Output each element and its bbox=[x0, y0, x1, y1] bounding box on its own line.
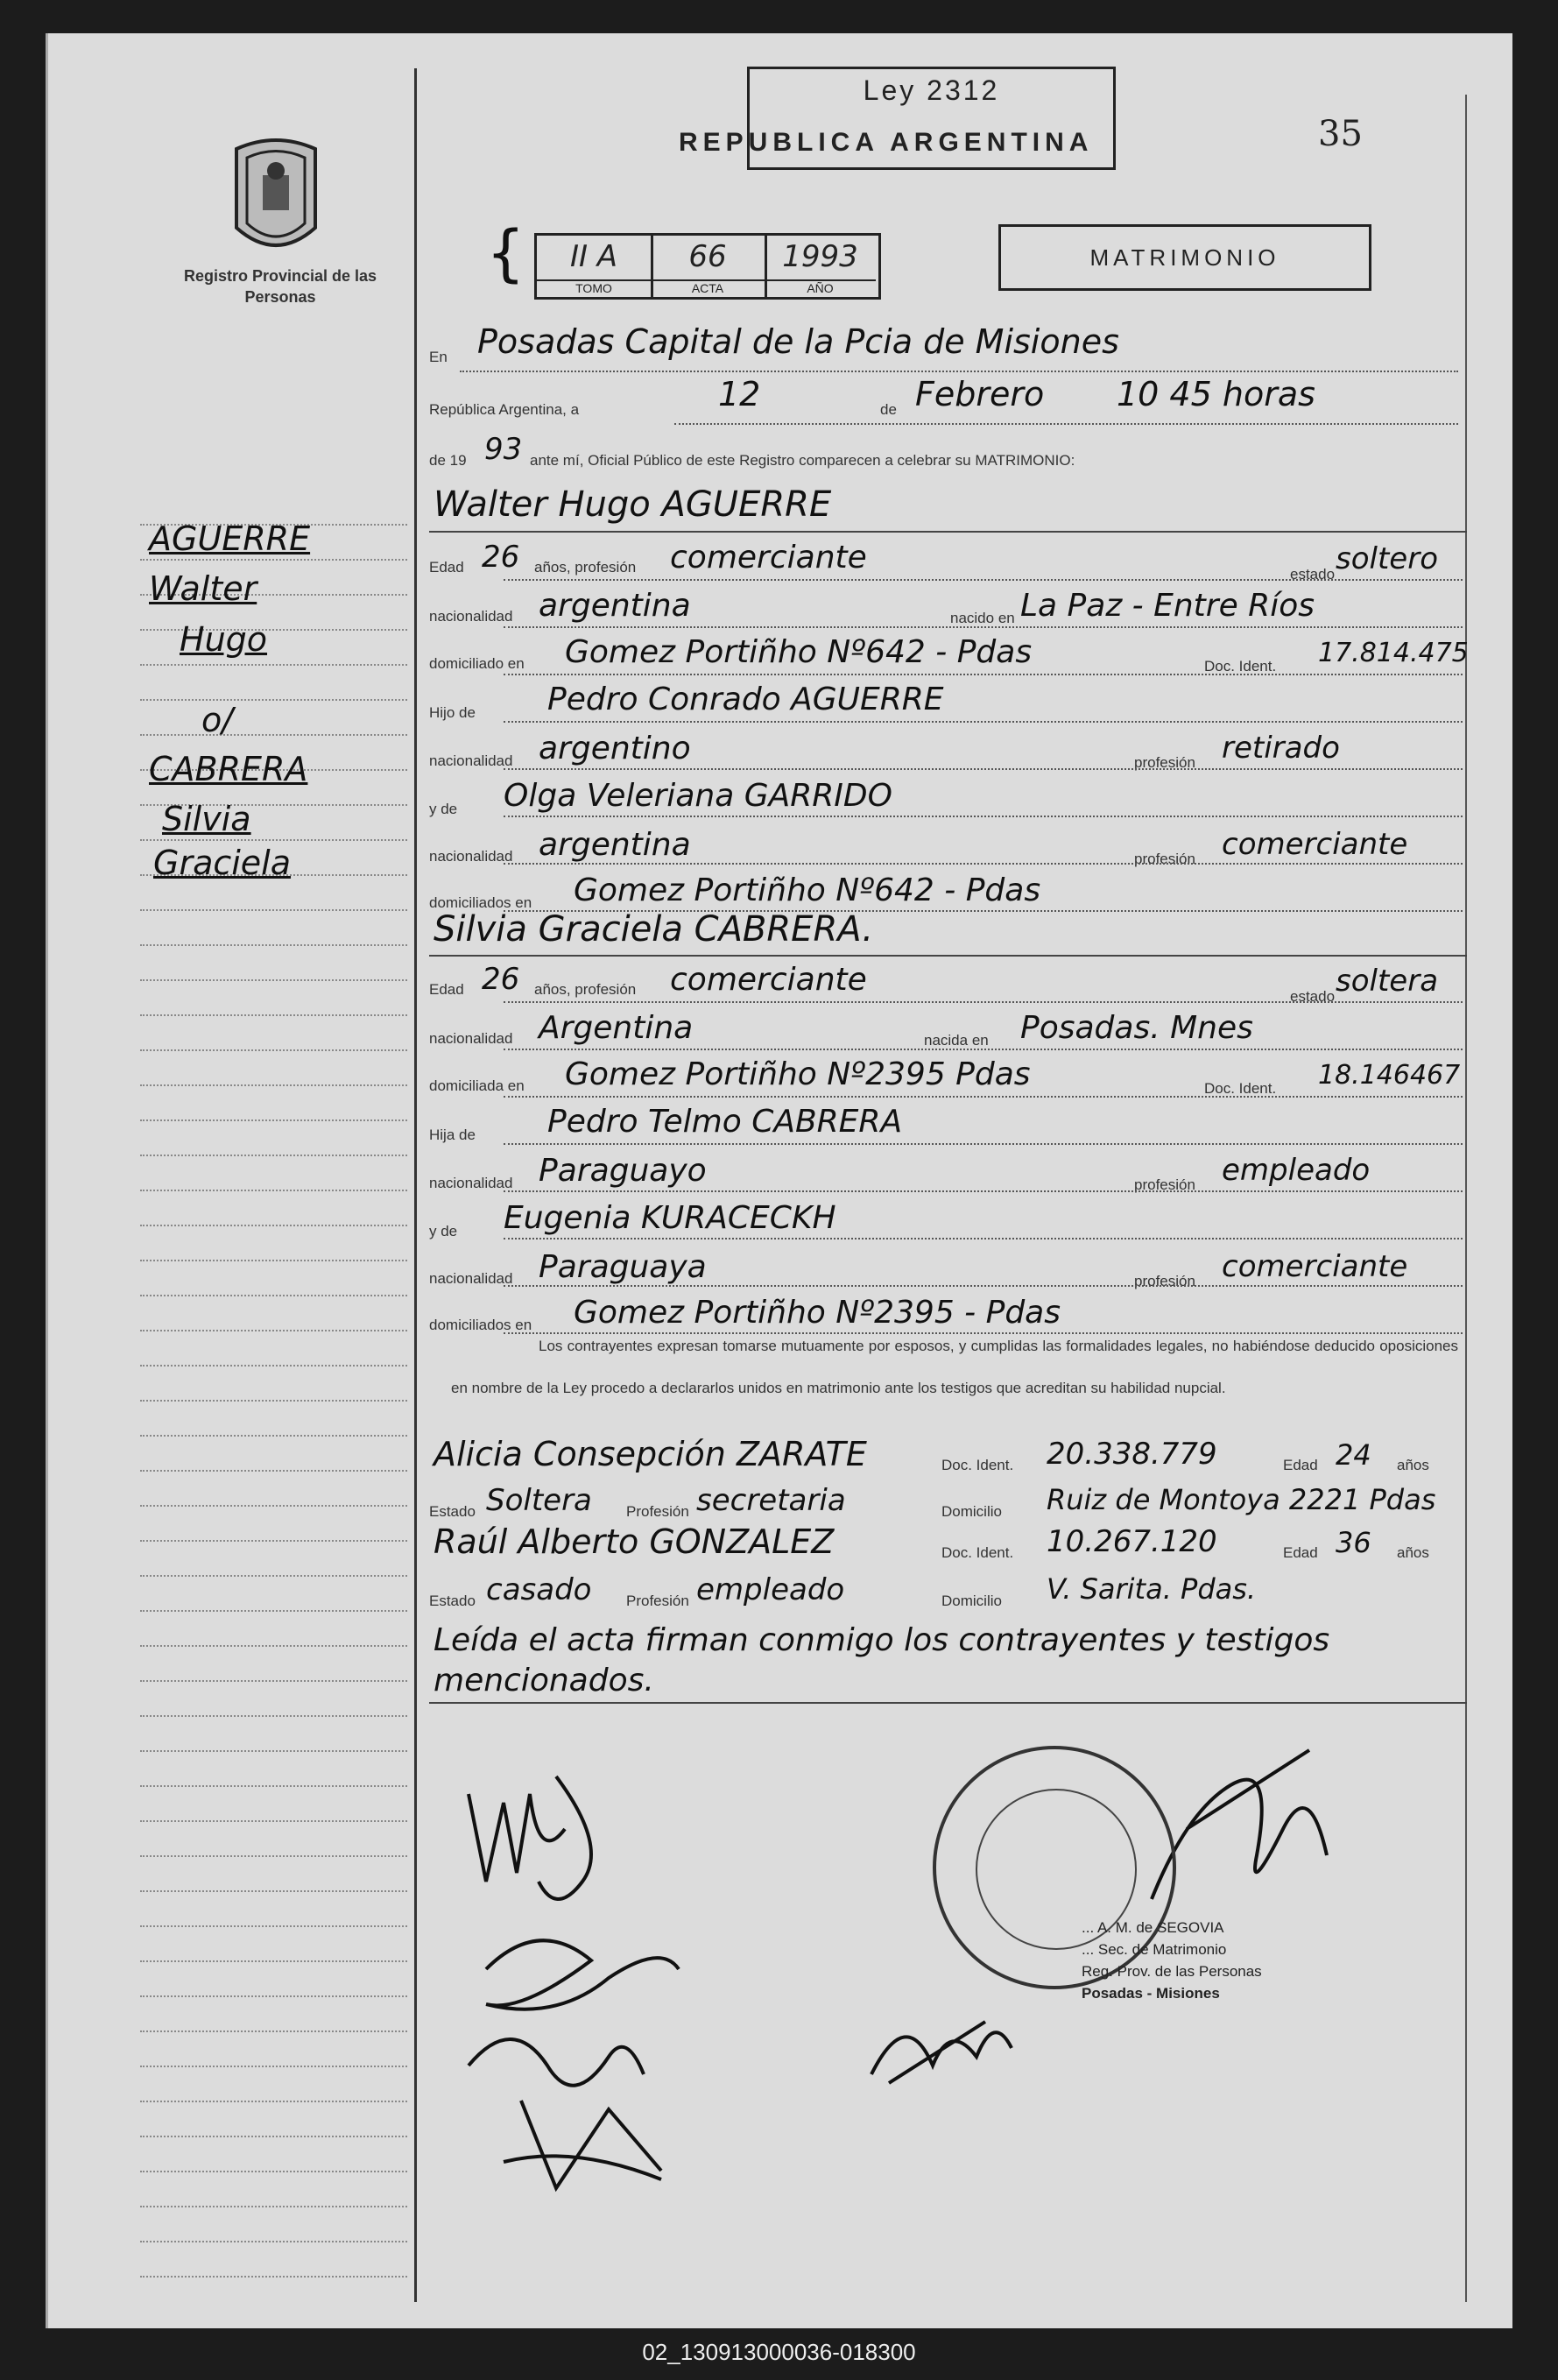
margin-rule bbox=[140, 1014, 407, 1016]
margin-rule bbox=[140, 1505, 407, 1507]
footer-id: 02_130913000036-018300 bbox=[642, 2339, 916, 2365]
margin-rule bbox=[140, 1995, 407, 1997]
bride-birthplace: Posadas. Mnes bbox=[1020, 1010, 1253, 1046]
margin-rule bbox=[140, 664, 407, 666]
groom-parents-address: Gomez Portiñho Nº642 - Pdas bbox=[574, 872, 1041, 908]
bride-name: Silvia Graciela CABRERA. bbox=[434, 909, 874, 950]
rule bbox=[429, 531, 1467, 533]
margin-rule bbox=[140, 944, 407, 946]
tomo-cell bbox=[537, 236, 653, 297]
witness2-prof-label: Profesión bbox=[626, 1593, 689, 1609]
margin-rule bbox=[140, 1084, 407, 1086]
groom-nationality: argentina bbox=[539, 588, 691, 624]
margin-rule bbox=[140, 1680, 407, 1682]
margin-rule bbox=[140, 1925, 407, 1927]
ano-label: AÑO bbox=[765, 279, 876, 295]
groom-anos-prof-label: años, profesión bbox=[534, 559, 637, 576]
bride-mother-prof-label: profesión bbox=[1134, 1273, 1195, 1289]
margin-rule bbox=[140, 2136, 407, 2137]
margin-name-line: Hugo bbox=[180, 620, 268, 659]
rule bbox=[674, 423, 1458, 425]
rule bbox=[504, 1096, 1463, 1098]
statement-text: ante mí, Oficial Público de este Registro comparecen a celebrar su MATRIMONIO: bbox=[530, 452, 1075, 469]
groom-address: Gomez Portiñho Nº642 - Pdas bbox=[565, 634, 1033, 670]
groom-birthplace: La Paz - Entre Ríos bbox=[1020, 588, 1315, 624]
stamp-line: Posadas - Misiones bbox=[1082, 1985, 1220, 2002]
groom-mother-prof-label: profesión bbox=[1134, 851, 1195, 867]
margin-rule bbox=[140, 1575, 407, 1577]
tomo-value: II A bbox=[569, 239, 618, 274]
groom-edad-label: Edad bbox=[429, 559, 464, 576]
witness2-name: Raúl Alberto GONZALEZ bbox=[434, 1522, 835, 1561]
groom-name: Walter Hugo AGUERRE bbox=[434, 484, 832, 525]
margin-rule bbox=[140, 1785, 407, 1787]
bride-mother-profession: comerciante bbox=[1222, 1249, 1408, 1284]
rule bbox=[504, 768, 1463, 770]
groom-father-nat-label: nacionalidad bbox=[429, 752, 513, 769]
margin-column bbox=[48, 33, 412, 2328]
bride-nationality: Argentina bbox=[539, 1010, 694, 1046]
margin-rule bbox=[140, 1960, 407, 1962]
acta-cell bbox=[651, 236, 767, 297]
witness1-profession: secretaria bbox=[696, 1483, 846, 1518]
bride-age: 26 bbox=[482, 962, 520, 997]
day-value: 12 bbox=[718, 375, 761, 413]
witness1-estado: Soltera bbox=[486, 1483, 592, 1518]
groom-born-label: nacido en bbox=[950, 610, 1015, 626]
registry-label: Registro Provincial de las Personas bbox=[183, 267, 377, 306]
margin-name-line: Silvia bbox=[162, 800, 251, 838]
ley-stamp-text: Ley 2312 bbox=[863, 74, 1000, 106]
bride-profession: comerciante bbox=[670, 962, 867, 998]
witness1-estado-label: Estado bbox=[429, 1503, 476, 1520]
groom-father-profession: retirado bbox=[1222, 731, 1340, 766]
margin-rule bbox=[140, 1435, 407, 1437]
margin-rule bbox=[140, 1365, 407, 1367]
margin-name-line: Graciela bbox=[153, 844, 292, 882]
year-value: 93 bbox=[484, 432, 523, 467]
margin-rule bbox=[140, 2276, 407, 2278]
bride-doms-label: domiciliados en bbox=[429, 1317, 532, 1333]
bride-father-nationality: Paraguayo bbox=[539, 1153, 707, 1189]
groom-doms-label: domiciliados en bbox=[429, 894, 532, 911]
groom-prof-label: profesión bbox=[1134, 754, 1195, 771]
rule bbox=[504, 1143, 1463, 1145]
margin-rule bbox=[140, 1295, 407, 1296]
bride-father-profession: empleado bbox=[1222, 1153, 1371, 1188]
groom-nac-label: nacionalidad bbox=[429, 608, 513, 625]
page-edge-line bbox=[1465, 95, 1467, 2302]
month-value: Febrero bbox=[915, 375, 1045, 413]
witness1-dom-label: Domicilio bbox=[941, 1503, 1002, 1520]
ano-value: 1993 bbox=[782, 239, 858, 274]
bride-signature bbox=[434, 1960, 731, 2206]
bride-nac-label: nacionalidad bbox=[429, 1030, 513, 1047]
margin-rule bbox=[140, 1750, 407, 1752]
margin-name-line: AGUERRE bbox=[149, 519, 311, 558]
en-label: En bbox=[429, 349, 448, 365]
groom-estado-label: estado bbox=[1290, 566, 1336, 583]
act-type-box: MATRIMONIO bbox=[998, 224, 1371, 291]
rule bbox=[504, 1285, 1463, 1287]
margin-rule bbox=[140, 559, 407, 561]
witness1-prof-label: Profesión bbox=[626, 1503, 689, 1520]
witness1-name: Alicia Consepción ZARATE bbox=[434, 1435, 867, 1473]
closing-text: Leída el acta firman conmigo los contrayentes y testigos mencionados. bbox=[434, 1622, 1330, 1698]
de-label: de bbox=[880, 401, 897, 418]
witness2-doc-label: Doc. Ident. bbox=[941, 1544, 1014, 1561]
place-value: Posadas Capital de la Pcia de Misiones bbox=[477, 322, 1119, 361]
margin-rule bbox=[140, 1540, 407, 1542]
witness1-anos-label: años bbox=[1397, 1457, 1429, 1473]
margin-rule bbox=[140, 1820, 407, 1822]
bride-child-label: Hija de bbox=[429, 1126, 476, 1143]
witness2-age: 36 bbox=[1336, 1526, 1371, 1559]
bride-estado-label: estado bbox=[1290, 988, 1336, 1005]
official-stamp-text bbox=[1082, 1917, 1262, 2004]
groom-mother-nat-label: nacionalidad bbox=[429, 848, 513, 865]
rule bbox=[504, 863, 1463, 865]
groom-age: 26 bbox=[482, 540, 520, 575]
margin-rule bbox=[140, 1610, 407, 1612]
bride-mother: Eugenia KURACECKH bbox=[504, 1200, 836, 1236]
bracket-mark: { bbox=[486, 217, 525, 289]
bride-born-label: nacida en bbox=[924, 1032, 989, 1049]
bride-edad-label: Edad bbox=[429, 981, 464, 998]
bride-mother-nationality: Paraguaya bbox=[539, 1249, 707, 1285]
column-divider bbox=[414, 68, 417, 2302]
witness1-doc-label: Doc. Ident. bbox=[941, 1457, 1014, 1473]
bride-civil-state: soltera bbox=[1336, 964, 1439, 999]
bride-father: Pedro Telmo CABRERA bbox=[547, 1104, 903, 1140]
provincial-seal-icon bbox=[228, 131, 324, 263]
stamp-line: ... A. M. de SEGOVIA bbox=[1082, 1919, 1224, 1936]
acta-value: 66 bbox=[688, 239, 727, 274]
rule bbox=[504, 910, 1463, 912]
witness2-anos-label: años bbox=[1397, 1544, 1429, 1561]
witness2-age-label: Edad bbox=[1283, 1544, 1318, 1561]
bride-parents-address: Gomez Portiñho Nº2395 - Pdas bbox=[574, 1295, 1061, 1331]
margin-rule bbox=[140, 1119, 407, 1121]
witness2-dom-label: Domicilio bbox=[941, 1593, 1002, 1609]
stamp-line: ... Sec. de Matrimonio bbox=[1082, 1941, 1227, 1958]
register-page bbox=[46, 33, 1512, 2328]
margin-rule bbox=[140, 1715, 407, 1717]
margin-rule bbox=[140, 1155, 407, 1156]
rule bbox=[504, 1001, 1463, 1003]
groom-child-label: Hijo de bbox=[429, 704, 476, 721]
republica-label: República Argentina, a bbox=[429, 401, 580, 418]
groom-civil-state: soltero bbox=[1336, 541, 1438, 576]
margin-name-line: o/ bbox=[201, 701, 234, 739]
page-title: REPUBLICA ARGENTINA bbox=[679, 128, 1094, 157]
margin-rule bbox=[140, 1049, 407, 1051]
witness-signature bbox=[854, 1987, 1029, 2101]
stamp-line: Reg. Prov. de las Personas bbox=[1082, 1963, 1262, 1980]
groom-yde-label: y de bbox=[429, 801, 458, 817]
rule bbox=[460, 371, 1458, 372]
ano-cell bbox=[765, 236, 876, 297]
witness1-doc: 20.338.779 bbox=[1047, 1437, 1217, 1472]
witness2-estado-label: Estado bbox=[429, 1593, 476, 1609]
margin-rule bbox=[140, 2241, 407, 2242]
margin-rule bbox=[140, 1400, 407, 1402]
year-prefix: de 19 bbox=[429, 452, 467, 469]
bride-doc: 18.146467 bbox=[1318, 1060, 1461, 1091]
margin-rule bbox=[140, 1190, 407, 1191]
margin-rule bbox=[140, 909, 407, 911]
witness2-profession: empleado bbox=[696, 1572, 845, 1607]
bride-doc-label: Doc. Ident. bbox=[1204, 1080, 1277, 1097]
rule bbox=[429, 1702, 1467, 1704]
rule bbox=[504, 1332, 1463, 1334]
margin-rule bbox=[140, 2066, 407, 2067]
tomo-acta-table bbox=[534, 233, 881, 300]
margin-rule bbox=[140, 839, 407, 841]
rule bbox=[504, 1238, 1463, 1239]
groom-doc: 17.814.475 bbox=[1318, 638, 1469, 668]
margin-rule bbox=[140, 1855, 407, 1857]
margin-rule bbox=[140, 2171, 407, 2172]
margin-rule bbox=[140, 2030, 407, 2032]
groom-doc-label: Doc. Ident. bbox=[1204, 658, 1277, 674]
bride-dom-label: domiciliada en bbox=[429, 1077, 525, 1094]
witness1-age: 24 bbox=[1336, 1438, 1371, 1472]
witness1-address: Ruiz de Montoya 2221 Pdas bbox=[1047, 1483, 1436, 1516]
bride-father-nat-label: nacionalidad bbox=[429, 1175, 513, 1191]
witness2-doc: 10.267.120 bbox=[1047, 1524, 1217, 1559]
groom-mother-nationality: argentina bbox=[539, 827, 691, 863]
rule bbox=[504, 579, 1463, 581]
time-value: 10 45 horas bbox=[1117, 375, 1315, 413]
margin-name-line: CABRERA bbox=[149, 750, 308, 788]
witness2-address: V. Sarita. Pdas. bbox=[1047, 1572, 1257, 1606]
rule bbox=[504, 1049, 1463, 1050]
groom-father: Pedro Conrado AGUERRE bbox=[547, 682, 944, 717]
margin-name-line: Walter bbox=[149, 569, 257, 608]
margin-rule bbox=[140, 2206, 407, 2207]
acta-label: ACTA bbox=[651, 279, 765, 295]
page-number: 35 bbox=[1318, 114, 1363, 154]
margin-rule bbox=[140, 1225, 407, 1226]
witness2-estado: casado bbox=[486, 1572, 592, 1607]
margin-rule bbox=[140, 1330, 407, 1331]
margin-rule bbox=[140, 1260, 407, 1261]
rule bbox=[429, 955, 1467, 957]
rule bbox=[504, 816, 1463, 817]
groom-mother: Olga Veleriana GARRIDO bbox=[504, 778, 892, 814]
rule bbox=[504, 674, 1463, 675]
groom-profession: comerciante bbox=[670, 540, 867, 576]
groom-dom-label: domiciliado en bbox=[429, 655, 525, 672]
bride-anos-prof-label: años, profesión bbox=[534, 981, 637, 998]
bride-address: Gomez Portiñho Nº2395 Pdas bbox=[565, 1056, 1031, 1092]
bride-mother-nat-label: nacionalidad bbox=[429, 1270, 513, 1287]
bride-yde-label: y de bbox=[429, 1223, 458, 1239]
rule bbox=[504, 626, 1463, 628]
tomo-label: TOMO bbox=[537, 279, 651, 295]
margin-rule bbox=[140, 1470, 407, 1472]
groom-father-nationality: argentino bbox=[539, 731, 691, 766]
rule bbox=[504, 1190, 1463, 1192]
margin-rule bbox=[140, 2101, 407, 2102]
margin-rule bbox=[140, 1645, 407, 1647]
groom-mother-profession: comerciante bbox=[1222, 827, 1408, 862]
witness1-age-label: Edad bbox=[1283, 1457, 1318, 1473]
margin-rule bbox=[140, 979, 407, 981]
margin-rule bbox=[140, 1890, 407, 1892]
bride-prof-label: profesión bbox=[1134, 1176, 1195, 1193]
rule bbox=[504, 721, 1463, 723]
declaration-text: Los contrayentes expresan tomarse mutuamente por esposos, y cumplidas las formalidades legales, no habiéndose deducido oposiciones en nombre de la Ley procedo a declararlos unidos en matrimonio ante los testigos que acreditan su habilidad nupcial. bbox=[451, 1338, 1458, 1396]
